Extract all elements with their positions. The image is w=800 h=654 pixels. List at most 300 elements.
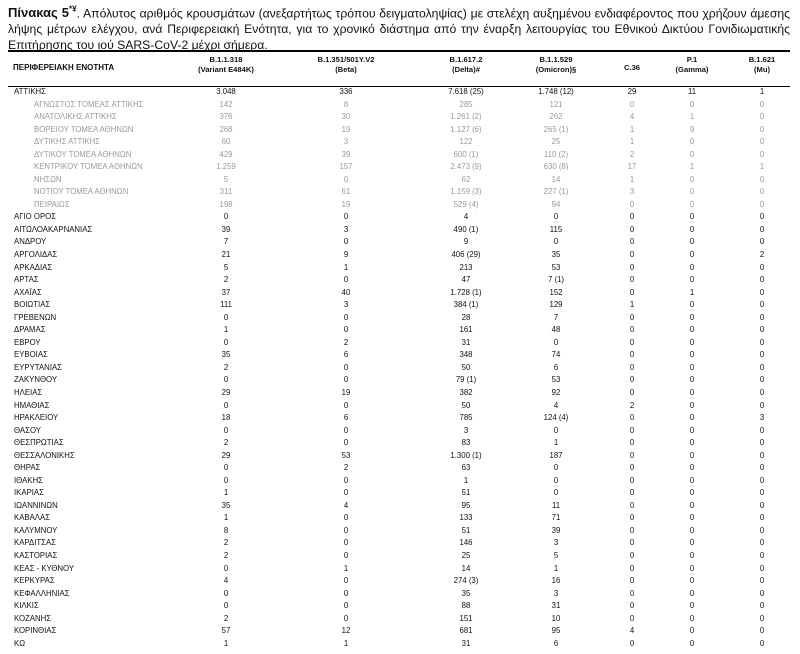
- table-cell: 0: [689, 463, 695, 473]
- table-cell: 60: [221, 137, 231, 147]
- table-cell: 4: [223, 576, 229, 586]
- table-cell: 1: [223, 488, 229, 498]
- table-cell: 19: [341, 387, 351, 397]
- table-cell: 3: [629, 187, 635, 197]
- table-row: [8, 174, 790, 187]
- header-c36: C.36: [623, 63, 641, 72]
- table-cell: 0: [343, 400, 349, 410]
- table-cell: 0: [629, 475, 635, 485]
- table-cell: 1: [223, 513, 229, 523]
- table-cell: 50: [461, 362, 471, 372]
- table-cell: 0: [629, 387, 635, 397]
- table-row: [8, 262, 790, 275]
- table-cell: 0: [759, 500, 765, 510]
- region-name: ΗΡΑΚΛΕΙΟΥ: [14, 413, 59, 423]
- table-row: [8, 99, 790, 112]
- table-row: [8, 500, 790, 513]
- table-cell: 0: [689, 250, 695, 260]
- table-cell: 121: [549, 99, 563, 109]
- table-cell: 35: [461, 588, 471, 598]
- table-cell: 3: [343, 224, 349, 234]
- table-cell: 0: [689, 149, 695, 159]
- table-row: [8, 149, 790, 162]
- table-cell: 0: [629, 199, 635, 209]
- region-name: ΗΛΕΙΑΣ: [14, 387, 43, 397]
- region-name: ΑΝΑΤΟΛΙΚΗΣ ΑΤΤΙΚΗΣ: [34, 112, 117, 122]
- table-cell: 4: [629, 626, 635, 636]
- table-cell: 0: [689, 438, 695, 448]
- caption-label: Πίνακας 5*¥: [8, 5, 77, 21]
- table-cell: 3: [463, 425, 469, 435]
- region-name: ΑΡΓΟΛΙΔΑΣ: [14, 250, 58, 260]
- table-cell: 0: [223, 212, 229, 222]
- region-name: ΚΟΡΙΝΘΙΑΣ: [14, 626, 57, 636]
- table-cell: 187: [549, 450, 563, 460]
- table-row: [8, 161, 790, 174]
- table-cell: 7.618 (25): [448, 87, 484, 96]
- table-cell: 25: [551, 137, 561, 147]
- table-cell: 0: [689, 187, 695, 197]
- region-name: ΚΕΡΚΥΡΑΣ: [14, 576, 55, 586]
- table-cell: 0: [223, 425, 229, 435]
- table-cell: 0: [553, 237, 559, 247]
- table-row: [8, 450, 790, 463]
- table-cell: 4: [553, 400, 559, 410]
- table-cell: 0: [689, 626, 695, 636]
- header-region: ΠΕΡΙΦΕΡΕΙΑΚΗ ΕΝΟΤΗΤΑ: [13, 63, 115, 72]
- table-cell: 2: [223, 550, 229, 560]
- table-cell: 11: [687, 87, 697, 96]
- region-name: ΘΗΡΑΣ: [14, 463, 41, 473]
- table-cell: 157: [339, 162, 353, 172]
- table-cell: 0: [759, 400, 765, 410]
- table-cell: 50: [461, 400, 471, 410]
- table-cell: 2: [629, 400, 635, 410]
- table-cell: 0: [689, 538, 695, 548]
- table-cell: 0: [759, 576, 765, 586]
- table-cell: 142: [219, 99, 233, 109]
- table-cell: 785: [459, 413, 473, 423]
- header-gamma: P.1 (Gamma): [675, 55, 709, 74]
- header-omicron: B.1.1.529 (Omicron)§: [535, 55, 577, 74]
- table-cell: 152: [549, 287, 563, 297]
- table-cell: 19: [341, 124, 351, 134]
- table-cell: 2: [343, 337, 349, 347]
- table-cell: 198: [219, 199, 233, 209]
- table-cell: 29: [221, 387, 231, 397]
- table-cell: 0: [629, 425, 635, 435]
- table-cell: 47: [461, 275, 471, 285]
- table-cell: 39: [221, 224, 231, 234]
- table-cell: 0: [629, 237, 635, 247]
- region-name: ΖΑΚΥΝΘΟΥ: [14, 375, 58, 385]
- table-row: [8, 287, 790, 300]
- table-cell: 0: [689, 638, 695, 648]
- table-cell: 7 (1): [547, 275, 565, 285]
- table-cell: 37: [221, 287, 231, 297]
- table-cell: 0: [223, 400, 229, 410]
- table-cell: 14: [551, 174, 561, 184]
- table-cell: 213: [459, 262, 473, 272]
- table-cell: 0: [689, 550, 695, 560]
- table-cell: 630 (8): [543, 162, 569, 172]
- region-name: ΕΥΡΥΤΑΝΙΑΣ: [14, 362, 63, 372]
- region-name: ΑΤΤΙΚΗΣ: [14, 87, 46, 96]
- table-cell: 0: [553, 212, 559, 222]
- table-row: [8, 575, 790, 588]
- table-cell: 0: [759, 99, 765, 109]
- region-name: ΝΗΣΩΝ: [34, 174, 62, 184]
- region-name: ΑΙΤΩΛΟΑΚΑΡΝΑΝΙΑΣ: [14, 224, 93, 234]
- table-cell: 0: [759, 362, 765, 372]
- table-cell: 0: [343, 275, 349, 285]
- header-b11318: B.1.1.318 (Variant E484K): [198, 55, 254, 74]
- table-row: [8, 588, 790, 601]
- table-cell: 35: [221, 350, 231, 360]
- table-row: [8, 487, 790, 500]
- table-cell: 0: [759, 275, 765, 285]
- table-cell: 348: [459, 350, 473, 360]
- table-cell: 0: [553, 337, 559, 347]
- table-cell: 0: [759, 638, 765, 648]
- region-name: ΑΝΔΡΟΥ: [14, 237, 47, 247]
- table-cell: 265 (1): [543, 124, 569, 134]
- region-name: ΗΜΑΘΙΑΣ: [14, 400, 50, 410]
- table-cell: 146: [459, 538, 473, 548]
- table-row: [8, 224, 790, 237]
- table-cell: 31: [551, 601, 561, 611]
- table-cell: 0: [759, 550, 765, 560]
- table-cell: 0: [759, 124, 765, 134]
- table-cell: 6: [553, 362, 559, 372]
- table-cell: 2: [759, 250, 765, 260]
- table-cell: 61: [341, 187, 351, 197]
- table-cell: 0: [629, 375, 635, 385]
- table-cell: 1: [759, 162, 765, 172]
- table-cell: 0: [689, 475, 695, 485]
- table-cell: 0: [343, 513, 349, 523]
- table-cell: 0: [223, 312, 229, 322]
- table-cell: 122: [459, 137, 473, 147]
- table-cell: 11: [551, 500, 561, 510]
- table-row: [8, 600, 790, 613]
- table-row: [8, 362, 790, 375]
- table-cell: 1.261 (2): [450, 112, 482, 122]
- table-cell: 0: [689, 576, 695, 586]
- table-cell: 0: [223, 563, 229, 573]
- table-cell: 0: [629, 525, 635, 535]
- table-cell: 62: [461, 174, 471, 184]
- table-cell: 0: [689, 262, 695, 272]
- table-cell: 35: [221, 500, 231, 510]
- region-name: ΙΚΑΡΙΑΣ: [14, 488, 44, 498]
- table-cell: 0: [629, 337, 635, 347]
- table-cell: 1: [223, 638, 229, 648]
- region-name: ΔΡΑΜΑΣ: [14, 325, 46, 335]
- table-cell: 0: [759, 212, 765, 222]
- table-cell: 0: [629, 563, 635, 573]
- table-cell: 115: [549, 224, 563, 234]
- table-caption: [8, 2, 790, 53]
- table-cell: 0: [689, 312, 695, 322]
- table-cell: 0: [553, 488, 559, 498]
- table-cell: 0: [689, 137, 695, 147]
- table-cell: 0: [759, 199, 765, 209]
- table-cell: 0: [629, 638, 635, 648]
- table-cell: 529 (4): [453, 199, 479, 209]
- table-cell: 0: [759, 438, 765, 448]
- table-cell: 0: [629, 212, 635, 222]
- table-cell: 1: [759, 87, 765, 96]
- table-cell: 0: [689, 325, 695, 335]
- table-cell: 336: [339, 87, 353, 96]
- table-cell: 111: [220, 300, 232, 310]
- table-cell: 39: [551, 525, 561, 535]
- table-cell: 0: [223, 588, 229, 598]
- table-cell: 31: [461, 638, 471, 648]
- table-cell: 0: [629, 463, 635, 473]
- table-row: [8, 374, 790, 387]
- table-cell: 95: [551, 626, 561, 636]
- table-cell: 3: [759, 413, 765, 423]
- table-cell: 151: [459, 613, 473, 623]
- table-cell: 9: [689, 124, 695, 134]
- table-cell: 1: [629, 174, 635, 184]
- table-cell: 429: [219, 149, 233, 159]
- table-cell: 92: [551, 387, 561, 397]
- table-cell: 0: [629, 438, 635, 448]
- region-name: ΑΡΚΑΔΙΑΣ: [14, 262, 53, 272]
- table-row: [8, 312, 790, 325]
- table-cell: 1: [629, 300, 635, 310]
- table-cell: 0: [223, 375, 229, 385]
- table-cell: 95: [461, 500, 471, 510]
- table-cell: 1: [223, 325, 229, 335]
- region-name: ΘΕΣΠΡΩΤΙΑΣ: [14, 438, 64, 448]
- table-cell: 0: [759, 626, 765, 636]
- table-cell: 0: [759, 375, 765, 385]
- table-cell: 8: [343, 99, 349, 109]
- table-cell: 0: [553, 475, 559, 485]
- table-cell: 0: [689, 362, 695, 372]
- table-cell: 0: [689, 588, 695, 598]
- table-cell: 0: [689, 601, 695, 611]
- table-cell: 10: [551, 613, 561, 623]
- table-cell: 0: [629, 362, 635, 372]
- table-cell: 31: [461, 337, 471, 347]
- table-row: [8, 537, 790, 550]
- table-cell: 1.300 (1): [450, 450, 482, 460]
- region-name: ΚΙΛΚΙΣ: [14, 601, 39, 611]
- table-row: [8, 400, 790, 413]
- table-cell: 0: [343, 425, 349, 435]
- table-cell: 0: [343, 475, 349, 485]
- table-cell: 53: [551, 375, 561, 385]
- table-cell: 88: [461, 601, 471, 611]
- table-row: [8, 199, 790, 212]
- table-cell: 71: [551, 513, 561, 523]
- table-cell: 0: [689, 488, 695, 498]
- table-cell: 53: [341, 450, 351, 460]
- table-cell: 94: [551, 199, 561, 209]
- table-cell: 0: [343, 576, 349, 586]
- table-cell: 2: [223, 538, 229, 548]
- table-row: [8, 86, 790, 99]
- table-cell: 0: [759, 287, 765, 297]
- table-cell: 0: [629, 613, 635, 623]
- table-row: [8, 136, 790, 149]
- table-cell: 0: [759, 463, 765, 473]
- region-name: ΚΑΡΔΙΤΣΑΣ: [14, 538, 56, 548]
- table-cell: 110 (2): [543, 149, 569, 159]
- table-cell: 0: [759, 112, 765, 122]
- region-name: ΝΟΤΙΟΥ ΤΟΜΕΑ ΑΘΗΝΩΝ: [34, 187, 129, 197]
- table-cell: 2: [223, 438, 229, 448]
- table-cell: 0: [689, 224, 695, 234]
- table-cell: 0: [629, 550, 635, 560]
- table-row: [8, 425, 790, 438]
- table-cell: 25: [461, 550, 471, 560]
- table-cell: 51: [461, 525, 471, 535]
- table-cell: 0: [343, 588, 349, 598]
- table-cell: 0: [689, 500, 695, 510]
- table-cell: 0: [629, 588, 635, 598]
- table-cell: 124 (4): [543, 413, 569, 423]
- table-cell: 0: [629, 576, 635, 586]
- region-name: ΕΥΒΟΙΑΣ: [14, 350, 48, 360]
- table-cell: 0: [553, 463, 559, 473]
- table-row: [8, 337, 790, 350]
- table-cell: 0: [629, 250, 635, 260]
- table-cell: 0: [689, 199, 695, 209]
- table-cell: 0: [343, 312, 349, 322]
- table-row: [8, 462, 790, 475]
- region-name: ΕΒΡΟΥ: [14, 337, 41, 347]
- table-cell: 0: [343, 212, 349, 222]
- table-cell: 29: [627, 87, 637, 96]
- table-cell: 39: [341, 149, 351, 159]
- region-name: ΙΘΑΚΗΣ: [14, 475, 43, 485]
- table-cell: 681: [459, 626, 473, 636]
- region-name: ΒΟΡΕΙΟΥ ΤΟΜΕΑ ΑΘΗΝΩΝ: [34, 124, 134, 134]
- table-cell: 311: [219, 187, 233, 197]
- table-cell: 3.048: [216, 87, 236, 96]
- table-cell: 0: [629, 275, 635, 285]
- table-cell: 600 (1): [453, 149, 479, 159]
- table-cell: 1: [553, 438, 559, 448]
- table-cell: 0: [759, 224, 765, 234]
- region-name: ΠΕΙΡΑΙΩΣ: [34, 199, 70, 209]
- table-cell: 0: [689, 174, 695, 184]
- table-cell: 0: [629, 413, 635, 423]
- table-cell: 1: [689, 287, 695, 297]
- table-cell: 1: [689, 112, 695, 122]
- table-cell: 0: [343, 538, 349, 548]
- table-cell: 21: [221, 250, 231, 260]
- caption-text: . Απόλυτος αριθμός κρουσμάτων (ανεξαρτήτως τρόπου δειγματοληψίας) με στελέχη αυξημένου ενδιαφέροντος που χρήζουν άμεσης λήψης μέτρων ελέγχου, ανά Περιφερειακή Ενότητα, για το χρονικό διάστημα από την έναρξη λειτουργίας του Εθνικού Δικτύου Γονιδιωματικής Επιτήρησης του ιού SARS-CoV-2 μέχρι σήμερα.: [8, 6, 790, 53]
- table-row: [8, 625, 790, 638]
- table-cell: 0: [759, 174, 765, 184]
- region-name: ΒΟΙΩΤΙΑΣ: [14, 300, 51, 310]
- table-cell: 0: [759, 563, 765, 573]
- table-row: [8, 274, 790, 287]
- table-cell: 35: [551, 250, 561, 260]
- table-cell: 5: [223, 174, 229, 184]
- region-name: ΘΕΣΣΑΛΟΝΙΚΗΣ: [14, 450, 75, 460]
- table-row: [8, 613, 790, 626]
- table-cell: 79 (1): [455, 375, 477, 385]
- table-cell: 0: [689, 212, 695, 222]
- table-row: [8, 249, 790, 262]
- table-cell: 0: [759, 601, 765, 611]
- table-cell: 2: [629, 149, 635, 159]
- table-row: [8, 186, 790, 199]
- table-cell: 1: [463, 475, 469, 485]
- table-cell: 133: [459, 513, 473, 523]
- region-name: ΓΡΕΒΕΝΩΝ: [14, 312, 57, 322]
- table-cell: 0: [629, 325, 635, 335]
- table-cell: 1: [343, 563, 349, 573]
- table-cell: 0: [223, 337, 229, 347]
- table-cell: 0: [223, 463, 229, 473]
- table-cell: 0: [759, 425, 765, 435]
- table-cell: 28: [461, 312, 471, 322]
- table-cell: 227 (1): [543, 187, 569, 197]
- table-cell: 3: [553, 538, 559, 548]
- table-cell: 1: [553, 563, 559, 573]
- region-name: ΚΑΣΤΟΡΙΑΣ: [14, 550, 58, 560]
- table-cell: 0: [689, 450, 695, 460]
- table-cell: 9: [463, 237, 469, 247]
- table-row: [8, 563, 790, 576]
- table-cell: 17: [627, 162, 637, 172]
- table-cell: 0: [759, 312, 765, 322]
- table-cell: 1.748 (12): [538, 87, 574, 96]
- table-cell: 0: [689, 413, 695, 423]
- table-row: [8, 437, 790, 450]
- region-name: ΚΕΝΤΡΙΚΟΥ ΤΟΜΕΑ ΑΘΗΝΩΝ: [34, 162, 143, 172]
- table-cell: 4: [629, 112, 635, 122]
- region-name: ΚΩ: [14, 638, 26, 648]
- table-cell: 382: [459, 387, 473, 397]
- table-cell: 16: [551, 576, 561, 586]
- table-cell: 0: [759, 149, 765, 159]
- table-cell: 0: [223, 475, 229, 485]
- table-cell: 268: [219, 124, 233, 134]
- table-cell: 0: [629, 287, 635, 297]
- table-cell: 0: [343, 525, 349, 535]
- table-cell: 0: [759, 350, 765, 360]
- region-name: ΚΕΦΑΛΛΗΝΙΑΣ: [14, 588, 70, 598]
- table-cell: 0: [343, 550, 349, 560]
- table-cell: 0: [759, 387, 765, 397]
- table-cell: 0: [689, 613, 695, 623]
- table-cell: 0: [689, 375, 695, 385]
- table-cell: 0: [343, 438, 349, 448]
- table-cell: 2: [223, 362, 229, 372]
- table-cell: 8: [223, 525, 229, 535]
- table-cell: 0: [759, 237, 765, 247]
- table-cell: 0: [689, 400, 695, 410]
- table-cell: 74: [551, 350, 561, 360]
- table-row: [8, 211, 790, 224]
- region-name: ΙΩΑΝΝΙΝΩΝ: [14, 500, 58, 510]
- table-cell: 3: [553, 588, 559, 598]
- table-cell: 0: [759, 325, 765, 335]
- header-mu: B.1.621 (Mu): [748, 55, 776, 74]
- table-cell: 0: [689, 350, 695, 360]
- table-cell: 12: [341, 626, 351, 636]
